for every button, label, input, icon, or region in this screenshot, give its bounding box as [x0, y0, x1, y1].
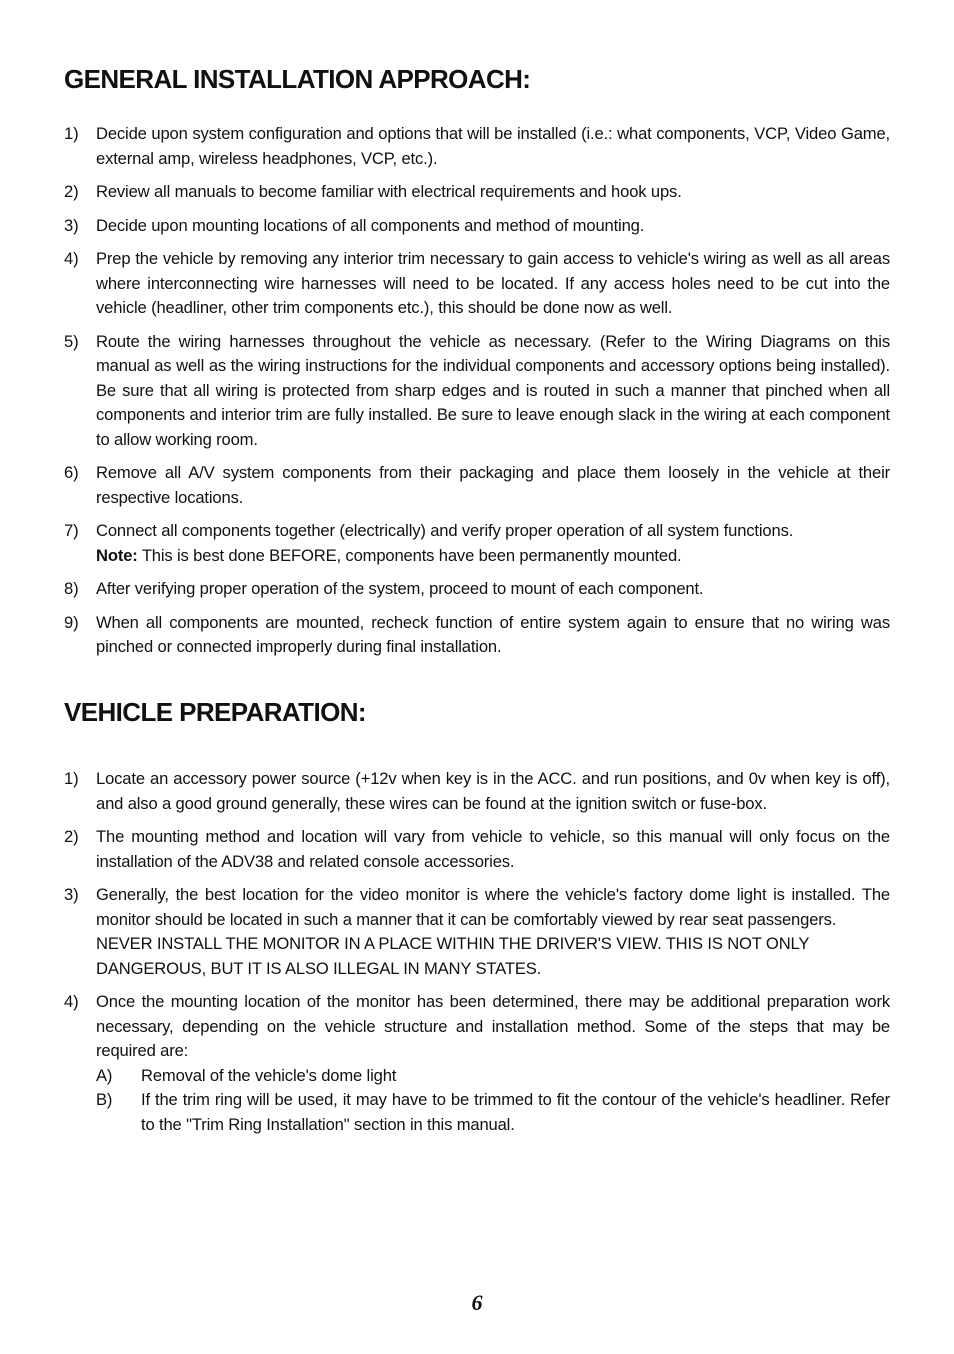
note-text: This is best done BEFORE, components have been permanently mounted. [137, 545, 682, 565]
list-item [64, 180, 890, 205]
list-item [64, 461, 890, 510]
sub-list-item [96, 1088, 890, 1137]
step-text: Review all manuals to become familiar with electrical requirements and hook ups. [96, 182, 682, 201]
step-text: After verifying proper operation of the system, proceed to mount of each component. [96, 579, 704, 598]
list-item [64, 577, 890, 602]
section-title-general-installation: GENERAL INSTALLATION APPROACH: [64, 64, 531, 94]
step-number: 3) [64, 215, 79, 235]
list-item [64, 883, 890, 981]
sub-step-text: Removal of the vehicle's dome light [141, 1065, 397, 1085]
step-text: Route the wiring harnesses throughout the vehicle as necessary. (Refer to the Wiring Diagrams on this manual as well as the wiring instructions for the individual components and accessory options being installed). Be sure that all wiring is protected from sharp edges and is routed in such a manner that pinched when all components and interior trim are fully installed. Be sure to leave enough slack in the wiring at each component to allow working room. [96, 331, 890, 449]
list-item [64, 214, 890, 239]
warning-text: NEVER INSTALL THE MONITOR IN A PLACE WITHIN THE DRIVER'S VIEW. THIS IS NOT ONLY DANGEROUS, BUT IT IS ALSO ILLEGAL IN MANY STATES. [96, 934, 809, 978]
step-text: The mounting method and location will vary from vehicle to vehicle, so this manual will only focus on the installation of the ADV38 and related console accessories. [96, 827, 890, 871]
step-number: 9) [64, 612, 79, 632]
step-number: 2) [64, 827, 79, 846]
step-text: Remove all A/V system components from their packaging and place them loosely in the vehicle at their respective locations. [96, 463, 890, 507]
list-item [64, 767, 890, 816]
vehicle-preparation-steps [64, 767, 890, 1146]
step-text: Connect all components together (electrically) and verify proper operation of all system functions. [96, 521, 794, 540]
step-number: 4) [64, 249, 79, 268]
list-item [64, 990, 890, 1137]
step-text: Prep the vehicle by removing any interior trim necessary to gain access to vehicle's wiring as well as all areas where interconnecting wire harnesses will need to be located. If any access holes need to be cut into the vehicle (headliner, other trim components etc.), this should be done now as well. [96, 249, 890, 317]
step-note [96, 544, 890, 569]
step-text: Generally, the best location for the video monitor is where the vehicle's factory dome light is installed. The monitor should be located in such a manner that it can be comfortably viewed by rear seat passengers. [96, 885, 890, 929]
sub-step-letter: B) [96, 1090, 113, 1109]
page-number: 6 [471, 1290, 483, 1315]
step-number: 4) [64, 992, 79, 1011]
sub-steps [96, 1064, 890, 1138]
step-number: 2) [64, 182, 79, 201]
step-number: 1) [64, 769, 79, 788]
sub-list-item [96, 1064, 890, 1089]
general-installation-steps [64, 122, 890, 669]
step-text: When all components are mounted, recheck function of entire system again to ensure that no wiring was pinched or connected improperly during final installation. [96, 612, 890, 656]
step-text: Decide upon mounting locations of all components and method of mounting. [96, 215, 645, 235]
step-number: 7) [64, 521, 79, 540]
step-number: 6) [64, 463, 79, 482]
list-item [64, 330, 890, 453]
sub-step-letter: A) [96, 1065, 113, 1085]
sub-step-text: If the trim ring will be used, it may have to be trimmed to fit the contour of the vehicle's headliner. Refer to the "Trim Ring Installation" section in this manual. [141, 1090, 890, 1134]
section-title-vehicle-preparation: VEHICLE PREPARATION: [64, 697, 366, 727]
step-number: 3) [64, 885, 79, 904]
list-item [64, 247, 890, 321]
list-item [64, 519, 890, 568]
step-number: 5) [64, 331, 79, 351]
step-number: 8) [64, 579, 79, 598]
step-text: Decide upon system configuration and options that will be installed (i.e.: what components, VCP, Video Game, external amp, wireless headphones, VCP, etc.). [96, 124, 890, 168]
list-item [64, 825, 890, 874]
step-number: 1) [64, 124, 79, 143]
list-item [64, 611, 890, 660]
list-item [64, 122, 890, 171]
step-text: Locate an accessory power source (+12v when key is in the ACC. and run positions, and 0v when key is off), and also a good ground generally, these wires can be found at the ignition switch or fuse-box. [96, 769, 890, 813]
step-text: Once the mounting location of the monitor has been determined, there may be additional preparation work necessary, depending on the vehicle structure and installation method. Some of the steps that may be required are: [96, 992, 890, 1060]
note-label: Note: [96, 545, 138, 565]
